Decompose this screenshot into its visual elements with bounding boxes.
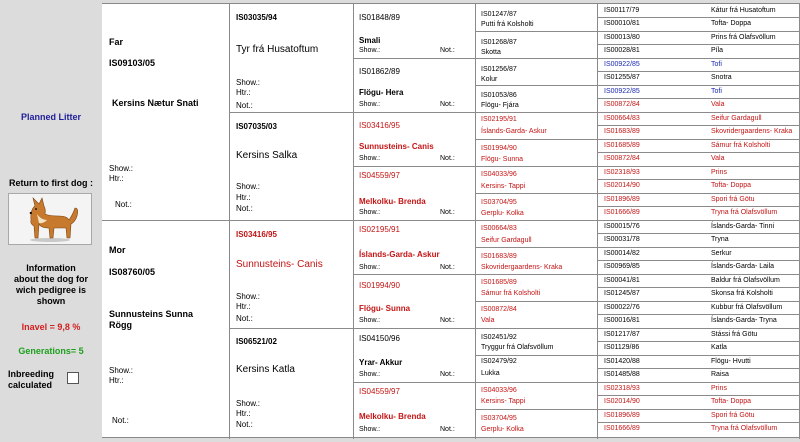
return-label: Return to first dog :: [9, 178, 93, 188]
gen5-row[interactable]: [599, 59, 799, 72]
gen5-reg: IS00117/79: [604, 6, 640, 14]
gen4-cell[interactable]: IS01685/89 Sámur frá Kolsholti: [481, 279, 541, 297]
gen5-name: Skonsa frá Kolsholti: [711, 290, 773, 297]
gen4-cell[interactable]: IS00872/84 Vala: [481, 306, 517, 324]
gen5-reg: IS02318/93: [604, 168, 640, 176]
gen4-cell[interactable]: IS02479/92 Lukka: [481, 358, 517, 377]
gen5-row[interactable]: [599, 72, 799, 85]
gen5-name: Prins: [711, 384, 727, 392]
gen5-name: Tofta- Doppa: [711, 20, 752, 27]
gen2-cell[interactable]: IS03035/94 Tyr frá Husatoftum Show.: Htr.: Not.:: [236, 13, 319, 110]
gen3-cell[interactable]: IS04559/97 Melkolku- Brenda Show.: Not.:: [359, 171, 455, 216]
gen5-name: Sámur frá Kolsholti: [711, 141, 771, 149]
gen5-name: Tofta- Doppa: [711, 398, 752, 405]
gen4-cell[interactable]: IS01256/87 Kolur: [481, 66, 517, 83]
return-to-first-dog-button[interactable]: [8, 193, 92, 245]
gen2-cell[interactable]: IS03416/95 Sunnusteins- Canis Show.: Htr.: Not.:: [236, 230, 323, 323]
gen5-name: Prins frá Olafsvöllum: [711, 33, 776, 41]
gen5-row[interactable]: [599, 180, 799, 193]
gen5-reg: IS01685/89: [604, 141, 640, 149]
gen5-row[interactable]: [599, 126, 799, 139]
gen5-reg: IS01896/89: [604, 195, 640, 203]
gen5-reg: IS00922/85: [604, 87, 640, 95]
gen5-row[interactable]: [599, 194, 799, 207]
gen5-name: Íslands-Garda- Laila: [711, 263, 775, 270]
gen4-cell[interactable]: IS01683/89 Skovridergaardens- Kraka: [481, 253, 563, 271]
mor-name: Sunnusteins Sunna: [109, 309, 194, 319]
gen5-reg: IS00872/84: [604, 155, 640, 162]
gen5-name: Íslands-Garda- Tinni: [711, 222, 775, 230]
gen5-name: Tryna frá Olafsvöllum: [711, 425, 778, 432]
pedigree-table: [102, 3, 800, 438]
gen5-reg: IS00014/82: [604, 249, 640, 257]
gen5-row[interactable]: [599, 99, 799, 112]
mor-role: Mor: [109, 245, 126, 255]
gen4-cell[interactable]: IS03704/95 Gerplu- Kolka: [481, 415, 524, 433]
gen4-cell[interactable]: IS01994/90 Flögu- Sunna: [481, 145, 524, 163]
gen5-reg: IS00016/81: [604, 317, 640, 324]
gen5-row[interactable]: [599, 167, 799, 180]
gen5-reg: IS01255/87: [604, 74, 640, 81]
gen5-row[interactable]: [599, 234, 799, 247]
gen5-row[interactable]: [599, 140, 799, 153]
gen3-cell[interactable]: IS01862/89 Flögu- Hera Show.: Not.:: [359, 67, 455, 108]
gen5-reg: IS00922/85: [604, 60, 640, 68]
gen3-cell[interactable]: IS04559/97 Melkolku- Brenda Show.: Not.:: [359, 387, 455, 433]
gen5-row[interactable]: [599, 383, 799, 396]
gen5-row[interactable]: [599, 329, 799, 342]
gen5-row[interactable]: [599, 423, 799, 436]
gen5-reg: IS01896/89: [604, 411, 640, 419]
gen5-row[interactable]: [599, 45, 799, 58]
mor-cell[interactable]: Mor IS08760/05 Sunnusteins Sunna Rögg Show.: Htr.: Not.:: [109, 245, 194, 425]
gen5-name: Flögu- Hvutti: [711, 357, 751, 365]
gen5-reg: IS00041/81: [604, 276, 640, 284]
gen5-reg: IS00015/76: [604, 222, 640, 230]
far-reg: IS09103/05: [109, 58, 156, 68]
gen5-reg: IS00031/78: [604, 236, 640, 243]
gen5-row[interactable]: [599, 315, 799, 328]
gen5-reg: IS00664/83: [604, 114, 640, 122]
gen5-row[interactable]: [599, 410, 799, 423]
gen5-reg: IS00010/81: [604, 20, 640, 27]
inavel-value: Inavel = 9,8 %: [21, 322, 81, 332]
gen5-row[interactable]: [599, 342, 799, 355]
far-role: Far: [109, 37, 124, 47]
planned-litter-link[interactable]: Planned Litter: [20, 112, 81, 122]
gen5-name: Spori frá Götu: [711, 411, 755, 419]
gen5-reg: IS02318/93: [604, 384, 640, 392]
gen5-reg: IS01245/87: [604, 290, 640, 297]
gen5-reg: IS02014/90: [604, 398, 640, 405]
gen5-name: Snotra: [711, 74, 732, 81]
gen5-name: Katla: [711, 344, 727, 351]
gen5-name: Vala: [711, 101, 725, 108]
far-name: Kersins Nætur Snati: [112, 98, 199, 108]
gen5-reg: IS00022/76: [604, 303, 640, 311]
gen5-row[interactable]: [599, 207, 799, 220]
gen5-name: Seifur Gardagull: [711, 114, 762, 122]
gen5-reg: IS00969/85: [604, 263, 640, 270]
gen3-cell[interactable]: IS01848/89 Smali Show.: Not.:: [359, 13, 455, 54]
column-divider: [597, 4, 598, 439]
gen5-name: Tryna frá Olafsvöllum: [711, 209, 778, 216]
gen4-cell[interactable]: IS00664/83 Seifur Gardagull: [481, 225, 532, 244]
gen2-cell[interactable]: IS06521/02 Kersins Katla Show.: Htr.: Not.:: [236, 337, 295, 429]
gen5-reg: IS01129/86: [604, 344, 640, 351]
gen5-name: Tofi: [711, 87, 722, 95]
gen5-name: Spori frá Götu: [711, 195, 755, 203]
gen5-name: Kátur frá Husatoftum: [711, 6, 776, 14]
gen5-reg: IS01666/89: [604, 209, 640, 216]
gen5-row[interactable]: [599, 221, 799, 234]
gen4-cell[interactable]: IS01053/86 Flögu- Fjára: [481, 92, 519, 109]
gen5-reg: IS01683/89: [604, 128, 640, 135]
gen5-row[interactable]: [599, 369, 799, 382]
gen3-cell[interactable]: IS02195/91 Íslands-Garda- Askur Show.: Not.:: [359, 225, 455, 271]
gen2-cell[interactable]: IS07035/03 Kersins Salka Show.: Htr.: Not.:: [236, 122, 298, 213]
far-cell[interactable]: Far IS09103/05 Kersins Nætur Snati Show.: Htr.: Not.:: [109, 37, 199, 209]
gen5-row[interactable]: [599, 356, 799, 369]
gen5-name: Tofta- Doppa: [711, 182, 752, 189]
gen5-name: Stássi frá Götu: [711, 330, 758, 338]
gen5-row[interactable]: [599, 248, 799, 261]
gen5-name: Skovridergaardens- Kraka: [711, 128, 793, 135]
gen4-cell[interactable]: IS01247/87 Putti frá Kolsholti: [481, 11, 534, 28]
gen5-name: Tofi: [711, 60, 722, 68]
gen4-cell[interactable]: IS02451/92 Tryggur frá Olafsvöllum: [481, 334, 554, 351]
gen4-cell[interactable]: IS02195/91 Íslands-Garda- Askur: [481, 116, 547, 135]
gen5-row[interactable]: [599, 288, 799, 301]
gen3-cell[interactable]: IS04150/96 Yrar- Akkur Show.: Not.:: [359, 334, 455, 378]
gen5-name: Íslands-Garda- Tryna: [711, 317, 777, 324]
gen5-row[interactable]: [599, 275, 799, 288]
gen5-name: Píla: [711, 47, 724, 54]
gen5-name: Tryna: [711, 236, 729, 243]
inbreeding-label: Inbreeding calculated: [8, 369, 55, 390]
gen4-cell[interactable]: IS01268/87 Skotta: [481, 39, 517, 56]
gen5-name: Kubbur frá Olafsvöllum: [711, 303, 783, 311]
gen5-row[interactable]: [599, 261, 799, 274]
gen5-row[interactable]: [599, 5, 799, 18]
gen3-cell[interactable]: IS01994/90 Flögu- Sunna Show.: Not.:: [359, 281, 455, 324]
gen4-cell[interactable]: IS04033/96 Kersins- Tappi: [481, 387, 526, 405]
gen5-row[interactable]: [599, 396, 799, 409]
mor-reg: IS08760/05: [109, 267, 156, 277]
gen5-reg: IS02014/90: [604, 182, 640, 189]
inbreeding-checkbox[interactable]: [67, 372, 79, 384]
gen4-cell[interactable]: IS03704/95 Gerplu- Kolka: [481, 199, 524, 217]
gen5-row[interactable]: [599, 32, 799, 45]
dog-icon: [9, 194, 91, 244]
gen5-row[interactable]: [599, 302, 799, 315]
gen5-reg: IS01217/87: [604, 330, 640, 338]
gen5-row[interactable]: [599, 86, 799, 99]
gen5-reg: IS00028/81: [604, 47, 640, 54]
gen4-cell[interactable]: IS04033/96 Kersins- Tappi: [481, 171, 526, 190]
gen5-name: Baldur frá Olafsvöllum: [711, 276, 780, 284]
gen5-row[interactable]: [599, 153, 799, 166]
gen5-reg: IS00013/80: [604, 33, 640, 41]
mor-name-line2: Rögg: [109, 320, 132, 330]
gen5-name: Serkur: [711, 249, 732, 257]
gen5-name: Vala: [711, 155, 725, 162]
gen5-row[interactable]: [599, 113, 799, 126]
gen3-cell[interactable]: IS03416/95 Sunnusteins- Canis Show.: Not.:: [359, 121, 455, 162]
gen5-row[interactable]: [599, 18, 799, 31]
gen5-name: Raisa: [711, 371, 729, 378]
gen5-reg: IS01485/88: [604, 371, 640, 378]
gen5-reg: IS00872/84: [604, 101, 640, 108]
dog-info-text: Information about the dog for wich pedigree is shown: [14, 263, 88, 306]
sidebar: [0, 0, 102, 442]
gen5-reg: IS01666/89: [604, 425, 640, 432]
gen5-name: Prins: [711, 168, 727, 176]
generations-value: Generations= 5: [18, 346, 84, 356]
gen5-reg: IS01420/88: [604, 357, 640, 365]
